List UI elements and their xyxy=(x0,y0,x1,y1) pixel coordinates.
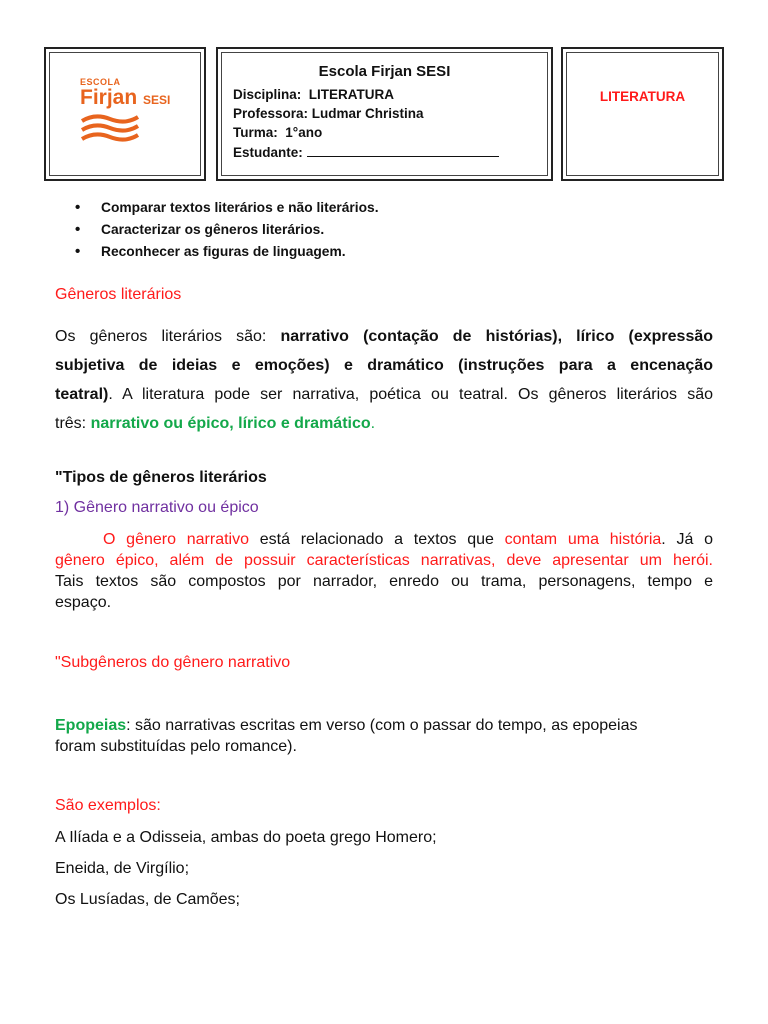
paragraph-line: gênero épico, além de possuir características narrativas, deve apresentar um herói. xyxy=(55,552,713,569)
text-run: três: xyxy=(55,415,91,432)
class-value: 1°ano xyxy=(285,125,323,140)
discipline-label: Disciplina: xyxy=(233,87,302,102)
subject-label: LITERATURA xyxy=(599,89,686,104)
epopeias-paragraph xyxy=(55,715,637,757)
logo-sesi: SESI xyxy=(143,93,171,107)
logo-waves-icon xyxy=(80,113,140,149)
paragraph-line xyxy=(55,529,713,550)
discipline-line xyxy=(233,87,394,102)
teacher-label: Professora: xyxy=(233,106,309,121)
text-run: está relacionado a textos que xyxy=(248,531,505,548)
text-run: . A literatura pode ser narrativa, poética ou teatral. Os gêneros literários são xyxy=(108,386,713,403)
paragraph-line xyxy=(55,715,637,736)
text-run-red: contam uma história xyxy=(504,531,662,548)
logo-box xyxy=(44,47,206,181)
text-run-green: . xyxy=(370,415,376,432)
narrativo-paragraph xyxy=(55,529,713,613)
text-run: Os gêneros literários são: xyxy=(55,328,281,345)
objectives-list xyxy=(70,197,379,263)
class-line xyxy=(233,125,322,140)
logo-firjan: Firjan xyxy=(80,86,138,109)
text-run-green: narrativo ou épico, lírico e dramático xyxy=(90,415,371,432)
school-name: Escola Firjan SESI xyxy=(318,63,451,80)
paragraph-line xyxy=(55,380,713,409)
objective-item: • Comparar textos literários e não literários. xyxy=(70,197,379,219)
school-logo xyxy=(80,77,190,157)
paragraph-line xyxy=(55,409,713,438)
text-run-red: O gênero narrativo xyxy=(103,531,249,548)
teacher-line xyxy=(233,106,424,121)
objective-item: • Caracterizar os gêneros literários. xyxy=(70,219,379,241)
section-heading-generos: Gêneros literários xyxy=(55,286,182,303)
class-label: Turma: xyxy=(233,125,278,140)
student-label: Estudante: xyxy=(233,145,303,160)
paragraph-line: Tais textos são compostos por narrador, enredo ou trama, personagens, tempo e xyxy=(55,573,713,590)
text-run: . Já o xyxy=(661,531,713,548)
text-run-bold: teatral) xyxy=(55,386,109,403)
student-name-blank[interactable] xyxy=(307,144,499,157)
generos-paragraph xyxy=(55,322,713,438)
subject-box xyxy=(561,47,724,181)
student-line xyxy=(233,144,499,160)
example-item: A Ilíada e a Odisseia, ambas do poeta grego Homero; xyxy=(55,829,437,846)
paragraph-line xyxy=(55,322,713,351)
discipline-value: LITERATURA xyxy=(308,87,395,102)
teacher-value: Ludmar Christina xyxy=(311,106,424,121)
paragraph-line: espaço. xyxy=(55,594,112,611)
paragraph-line: subjetiva de ideias e emoções) e dramático (instruções para a encenação xyxy=(55,357,713,374)
example-item: Eneida, de Virgílio; xyxy=(55,860,190,877)
text-run-bold: narrativo (contação de histórias), lírico (expressão xyxy=(280,328,714,345)
logo-firjan-text xyxy=(80,87,190,111)
example-item: Os Lusíadas, de Camões; xyxy=(55,891,240,908)
examples-heading: São exemplos: xyxy=(55,797,161,814)
section-heading-subgeneros: "Subgêneros do gênero narrativo xyxy=(55,654,291,671)
section-heading-tipos: "Tipos de gêneros literários xyxy=(55,469,267,486)
school-info-box xyxy=(216,47,553,181)
objective-item: • Reconhecer as figuras de linguagem. xyxy=(70,241,379,263)
subheading-narrativo: 1) Gênero narrativo ou épico xyxy=(55,499,259,516)
term-epopeias: Epopeias xyxy=(55,717,127,734)
paragraph-line: foram substituídas pelo romance). xyxy=(55,738,297,755)
logo-escola-text: ESCOLA xyxy=(80,77,121,87)
text-run: : são narrativas escritas em verso (com o passar do tempo, as epopeias xyxy=(126,717,638,734)
